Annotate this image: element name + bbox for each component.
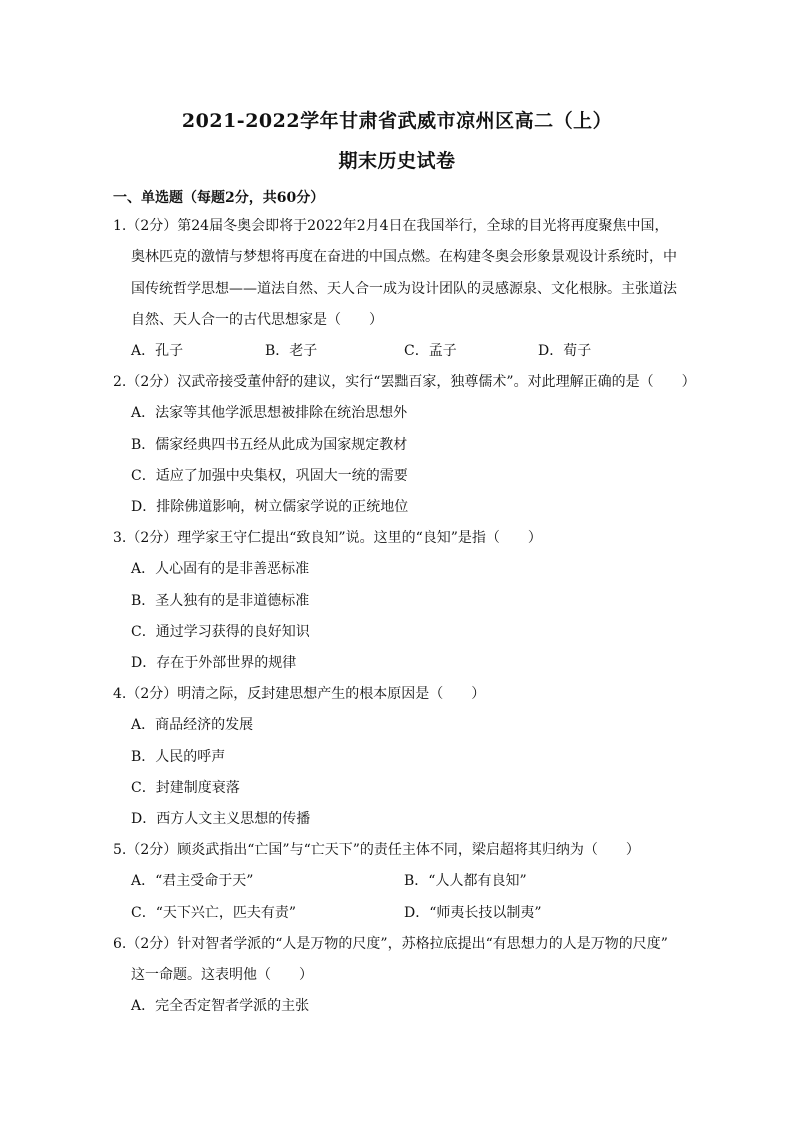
option-c: C．适应了加强中央集权，巩固大一统的需要: [131, 468, 408, 484]
question-text-line: 2.（2分）汉武帝接受董仲舒的建议，实行“罢黜百家，独尊儒术”。对此理解正确的是（ ）: [113, 374, 696, 390]
option-a: A．“君主受命于天”: [131, 873, 254, 889]
question-text-line: 自然、天人合一的古代思想家是（ ）: [131, 312, 383, 328]
option-a: A．孔子: [131, 343, 184, 359]
option-a: A．完全否定智者学派的主张: [131, 998, 310, 1014]
option-a: A．人心固有的是非善恶标准: [131, 561, 310, 577]
question-text-line: 这一命题。这表明他（ ）: [131, 967, 313, 983]
option-a: A．法家等其他学派思想被排除在统治思想外: [131, 405, 408, 421]
option-b: B．“人人都有良知”: [404, 873, 527, 889]
option-b: B．老子: [265, 343, 318, 359]
option-d: D．荀子: [538, 343, 592, 359]
option-b: B．儒家经典四书五经从此成为国家规定教材: [131, 437, 408, 453]
page-subtitle: 期末历史试卷: [338, 150, 456, 172]
option-c: C．通过学习获得的良好知识: [131, 624, 310, 640]
option-a: A．商品经济的发展: [131, 717, 254, 733]
option-c: C．封建制度衰落: [131, 780, 240, 796]
option-b: B．圣人独有的是非道德标准: [131, 593, 310, 609]
option-d: D．存在于外部世界的规律: [131, 655, 297, 671]
question-text-line: 3.（2分）理学家王守仁提出“致良知”说。这里的“良知”是指（ ）: [113, 530, 542, 546]
question-text-line: 奥林匹克的激情与梦想将再度在奋进的中国点燃。在构建冬奥会形象景观设计系统时，中: [131, 249, 677, 265]
question-text-line: 1.（2分）第24届冬奥会即将于2022年2月4日在我国举行，全球的目光将再度聚焦中国，: [113, 218, 669, 234]
question-text-line: 5.（2分）顾炎武指出“亡国”与“亡天下”的责任主体不同，梁启超将其归纳为（ ）: [113, 842, 640, 858]
question-text-line: 国传统哲学思想——道法自然、天人合一成为设计团队的灵感源泉、文化根脉。主张道法: [131, 281, 677, 297]
option-b: B．人民的呼声: [131, 749, 226, 765]
page-title: 2021-2022学年甘肃省武威市凉州区高二（上）: [181, 110, 613, 132]
question-text-line: 4.（2分）明清之际，反封建思想产生的根本原因是（ ）: [113, 686, 486, 702]
option-c: C．“天下兴亡，匹夫有责”: [131, 905, 297, 921]
option-d: D．排除佛道影响，树立儒家学说的正统地位: [131, 499, 409, 515]
option-c: C．孟子: [404, 343, 457, 359]
option-d: D．西方人文主义思想的传播: [131, 811, 311, 827]
option-d: D．“师夷长技以制夷”: [404, 905, 542, 921]
section-heading: 一、单选题（每题2分，共60分）: [113, 190, 325, 206]
question-text-line: 6.（2分）针对智者学派的“人是万物的尺度”，苏格拉底提出“有思想力的人是万物的尺度”: [113, 936, 668, 952]
